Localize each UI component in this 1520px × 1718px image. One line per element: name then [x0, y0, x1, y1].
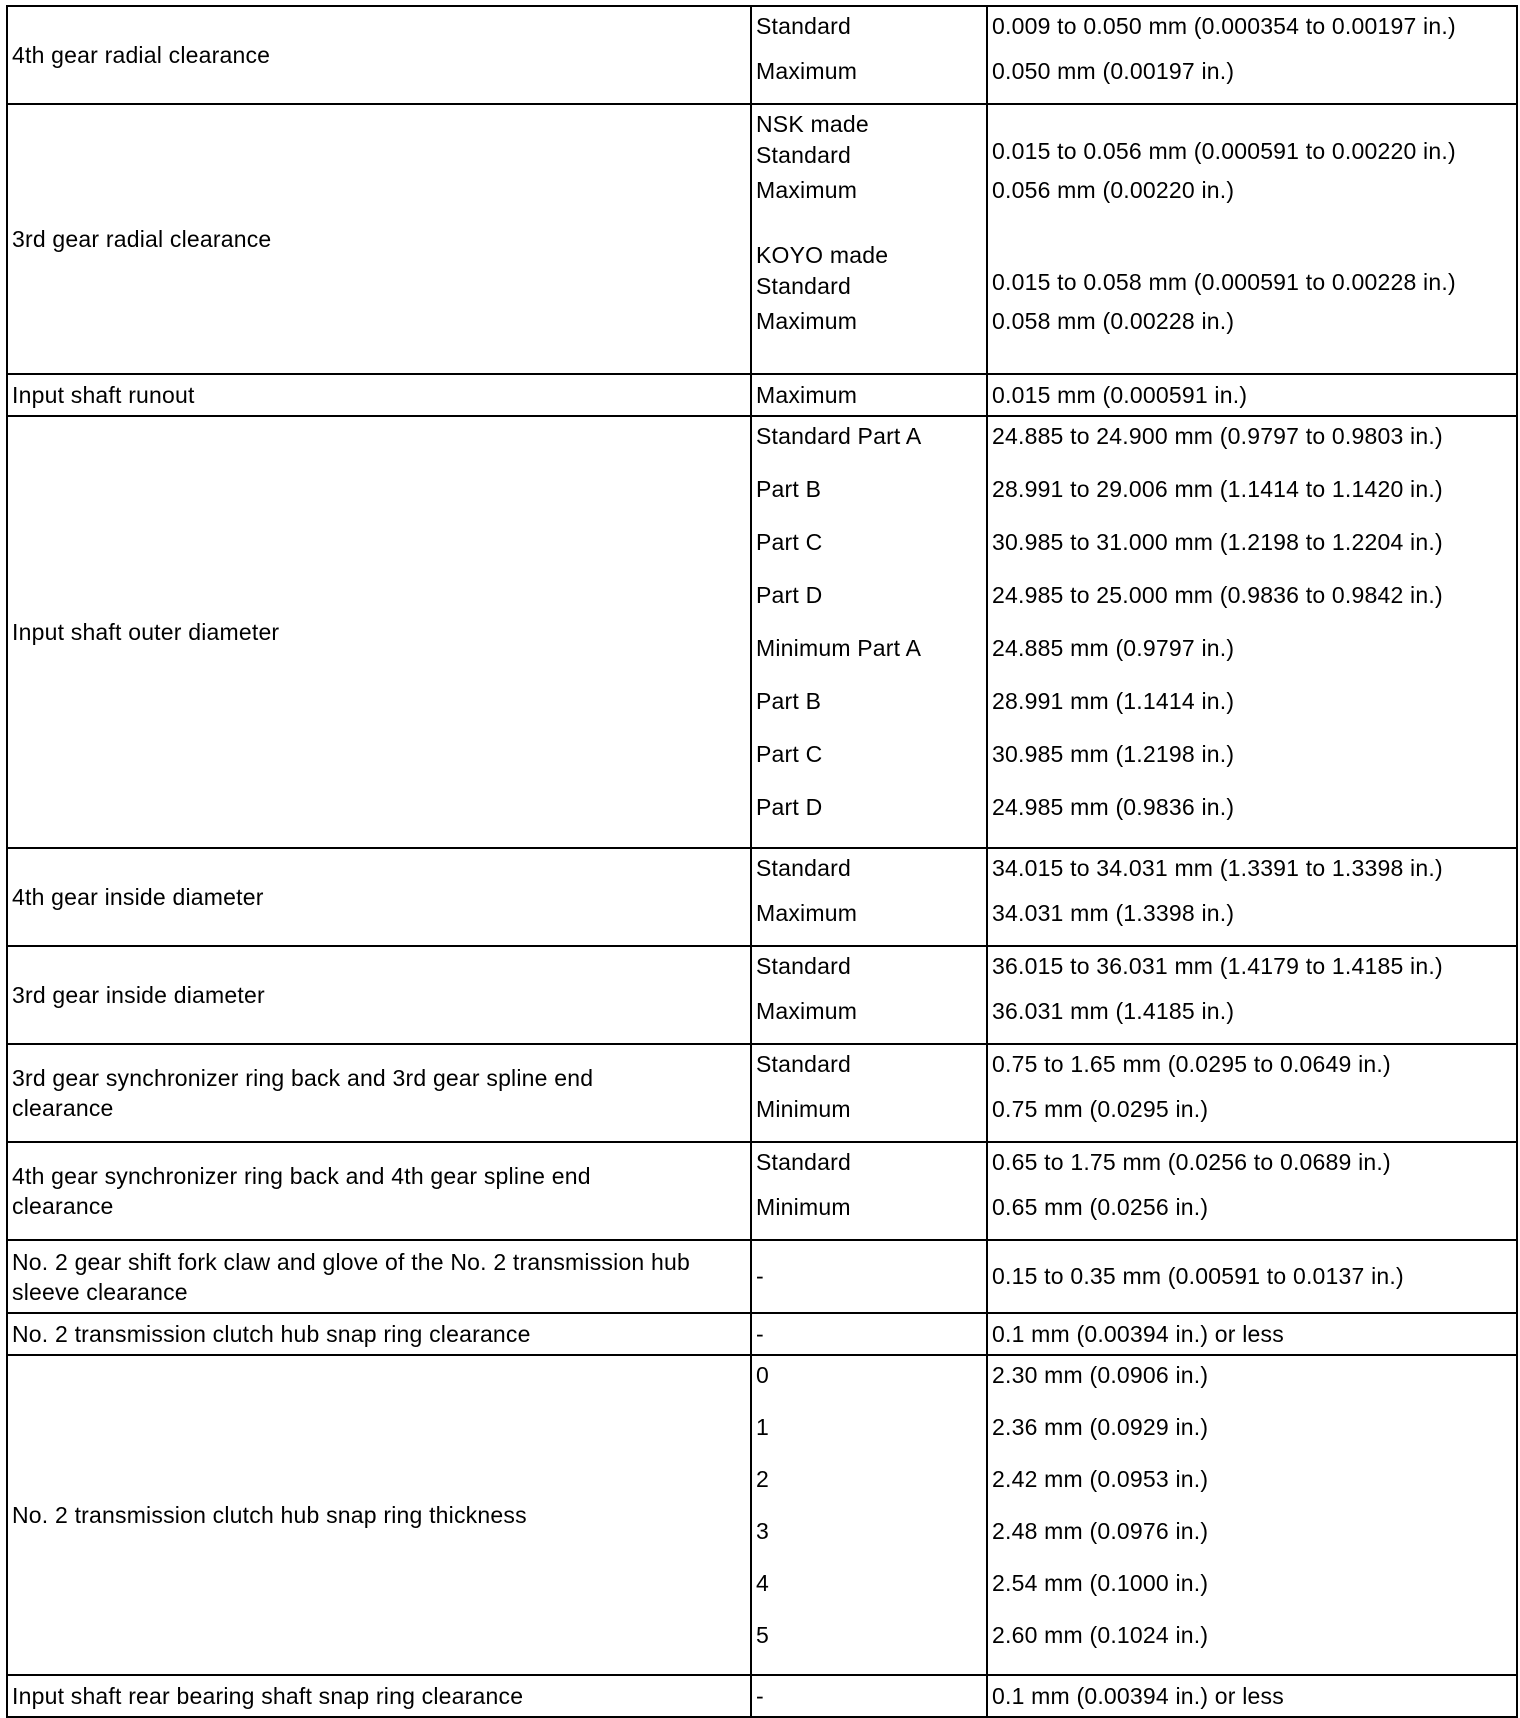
spec-condition: 3	[756, 1518, 769, 1544]
spec-value: 36.031 mm (1.4185 in.)	[992, 998, 1235, 1024]
spec-condition: Part D	[756, 582, 823, 608]
spec-value-cell	[987, 1355, 1517, 1675]
spec-value: 0.15 to 0.35 mm (0.00591 to 0.0137 in.)	[992, 1263, 1404, 1289]
spec-condition: Part C	[756, 741, 823, 767]
table-row	[7, 1355, 1517, 1675]
spec-value: 24.985 to 25.000 mm (0.9836 to 0.9842 in.)	[992, 582, 1443, 608]
table-row	[7, 1313, 1517, 1355]
spec-value: 0.1 mm (0.00394 in.) or less	[992, 1320, 1284, 1347]
spec-value: 0.056 mm (0.00220 in.)	[992, 176, 1235, 203]
spec-value: 0.015 mm (0.000591 in.)	[992, 381, 1248, 408]
spec-condition: Part C	[756, 529, 823, 555]
spec-condition: Maximum	[756, 998, 858, 1024]
spec-item-label-cell	[7, 1355, 751, 1675]
spec-condition: Part B	[756, 476, 822, 502]
spec-condition: -	[756, 1263, 764, 1289]
spec-item-label-cell	[7, 1313, 751, 1355]
spec-condition-cell	[751, 1675, 987, 1717]
spec-value-cell	[987, 1675, 1517, 1717]
spec-value: 0.75 mm (0.0295 in.)	[992, 1096, 1209, 1122]
spec-condition: 5	[756, 1622, 769, 1648]
spec-item-label-cell	[7, 1240, 751, 1313]
spec-condition-cell	[751, 416, 987, 848]
spec-condition-cell	[751, 848, 987, 946]
spec-value: 0.009 to 0.050 mm (0.000354 to 0.00197 in.)	[992, 13, 1456, 39]
table-row	[7, 6, 1517, 104]
spec-value: 0.015 to 0.056 mm (0.000591 to 0.00220 in.)	[992, 138, 1456, 164]
spec-condition: Standard	[756, 953, 851, 979]
table-row	[7, 416, 1517, 848]
table-row	[7, 946, 1517, 1044]
spec-condition: Maximum	[756, 381, 858, 408]
spec-condition: Maximum	[756, 900, 858, 926]
spec-item-label: 4th gear radial clearance	[12, 42, 271, 68]
spec-item-label: 3rd gear inside diameter	[12, 982, 265, 1008]
spec-value: 2.30 mm (0.0906 in.)	[992, 1362, 1209, 1388]
spec-condition: 4	[756, 1570, 769, 1596]
spec-item-label-cell	[7, 1044, 751, 1142]
spec-value-cell	[987, 374, 1517, 416]
spec-value: 30.985 to 31.000 mm (1.2198 to 1.2204 in.)	[992, 529, 1443, 555]
spec-condition: 1	[756, 1414, 769, 1440]
spec-value: 28.991 to 29.006 mm (1.1414 to 1.1420 in.)	[992, 476, 1443, 502]
spec-value-cell	[987, 848, 1517, 946]
spec-condition-cell	[751, 1313, 987, 1355]
spec-value-cell	[987, 104, 1517, 374]
spec-condition: Standard	[756, 13, 851, 39]
spec-value: 2.60 mm (0.1024 in.)	[992, 1622, 1209, 1648]
spec-value: 28.991 mm (1.1414 in.)	[992, 688, 1235, 714]
spec-value: 0.050 mm (0.00197 in.)	[992, 58, 1235, 84]
spec-value: 2.54 mm (0.1000 in.)	[992, 1570, 1209, 1596]
spec-condition-cell	[751, 6, 987, 104]
spec-condition: Minimum	[756, 1194, 851, 1220]
spec-item-label-cell	[7, 946, 751, 1044]
spec-value: 34.015 to 34.031 mm (1.3391 to 1.3398 in.)	[992, 855, 1443, 881]
spec-item-label-cell	[7, 6, 751, 104]
table-row	[7, 848, 1517, 946]
spec-value-cell	[987, 946, 1517, 1044]
spec-condition: Part B	[756, 688, 822, 714]
spec-item-label: 3rd gear synchronizer ring back and 3rd gear spline end clearance	[12, 1065, 594, 1121]
spec-value-cell	[987, 416, 1517, 848]
table-row	[7, 374, 1517, 416]
spec-condition: Standard	[756, 1149, 851, 1175]
spec-condition-cell	[751, 374, 987, 416]
spec-item-label: No. 2 gear shift fork claw and glove of the No. 2 transmission hub sleeve clearance	[12, 1248, 690, 1305]
spec-value-cell	[987, 6, 1517, 104]
spec-item-label: No. 2 transmission clutch hub snap ring clearance	[12, 1321, 531, 1347]
spec-value: 0.65 to 1.75 mm (0.0256 to 0.0689 in.)	[992, 1149, 1391, 1175]
spec-item-label-cell	[7, 416, 751, 848]
spec-item-label: 4th gear inside diameter	[12, 884, 264, 910]
spec-condition: Standard	[756, 1051, 851, 1077]
spec-value: 36.015 to 36.031 mm (1.4179 to 1.4185 in.)	[992, 953, 1443, 979]
spec-value: 0.75 to 1.65 mm (0.0295 to 0.0649 in.)	[992, 1051, 1391, 1077]
spec-value: 0.015 to 0.058 mm (0.000591 to 0.00228 in.)	[992, 269, 1456, 295]
spec-table-body	[7, 6, 1517, 1717]
spec-item-label: 3rd gear radial clearance	[12, 226, 272, 252]
spec-item-label: No. 2 transmission clutch hub snap ring thickness	[12, 1502, 527, 1528]
spec-condition: Maximum	[756, 176, 858, 203]
spec-condition: Standard	[756, 855, 851, 881]
spec-condition: Maximum	[756, 307, 858, 334]
spec-item-label-cell	[7, 374, 751, 416]
spec-item-label-cell	[7, 1142, 751, 1240]
spec-value: 0.1 mm (0.00394 in.) or less	[992, 1682, 1284, 1709]
spec-value: 24.885 to 24.900 mm (0.9797 to 0.9803 in.)	[992, 423, 1443, 449]
spec-condition-cell	[751, 946, 987, 1044]
spec-condition: Part D	[756, 794, 823, 820]
spec-item-label: Input shaft rear bearing shaft snap ring clearance	[12, 1683, 524, 1709]
spec-value-cell	[987, 1313, 1517, 1355]
spec-value-cell	[987, 1142, 1517, 1240]
spec-condition: KOYO made Standard	[756, 242, 889, 299]
spec-condition: -	[756, 1320, 764, 1347]
spec-condition: Minimum Part A	[756, 635, 922, 661]
spec-item-label-cell	[7, 104, 751, 374]
spec-value: 34.031 mm (1.3398 in.)	[992, 900, 1235, 926]
spec-value: 0.65 mm (0.0256 in.)	[992, 1194, 1209, 1220]
spec-condition-cell	[751, 1142, 987, 1240]
spec-value: 24.885 mm (0.9797 in.)	[992, 635, 1235, 661]
spec-value: 2.42 mm (0.0953 in.)	[992, 1466, 1209, 1492]
table-row	[7, 1044, 1517, 1142]
spec-item-label-cell	[7, 848, 751, 946]
spec-value-cell	[987, 1044, 1517, 1142]
spec-value: 0.058 mm (0.00228 in.)	[992, 307, 1235, 334]
spec-value: 24.985 mm (0.9836 in.)	[992, 794, 1235, 820]
table-row	[7, 104, 1517, 374]
spec-condition: 2	[756, 1466, 769, 1492]
spec-condition: Minimum	[756, 1096, 851, 1122]
spec-condition: 0	[756, 1362, 769, 1388]
spec-value: 30.985 mm (1.2198 in.)	[992, 741, 1235, 767]
spec-value: 2.36 mm (0.0929 in.)	[992, 1414, 1209, 1440]
spec-condition: NSK made Standard	[756, 111, 869, 168]
spec-value-cell	[987, 1240, 1517, 1313]
table-row	[7, 1240, 1517, 1313]
spec-item-label: 4th gear synchronizer ring back and 4th gear spline end clearance	[12, 1163, 591, 1219]
spec-item-label: Input shaft outer diameter	[12, 619, 280, 645]
table-row	[7, 1675, 1517, 1717]
spec-condition-cell	[751, 1355, 987, 1675]
spec-condition-cell	[751, 1240, 987, 1313]
table-row	[7, 1142, 1517, 1240]
spec-condition-cell	[751, 1044, 987, 1142]
spec-value: 2.48 mm (0.0976 in.)	[992, 1518, 1209, 1544]
spec-condition: -	[756, 1682, 764, 1709]
spec-condition: Maximum	[756, 58, 858, 84]
spec-condition: Standard Part A	[756, 423, 922, 449]
spec-item-label-cell	[7, 1675, 751, 1717]
spec-table	[6, 5, 1518, 1718]
spec-item-label: Input shaft runout	[12, 382, 195, 408]
spec-condition-cell	[751, 104, 987, 374]
